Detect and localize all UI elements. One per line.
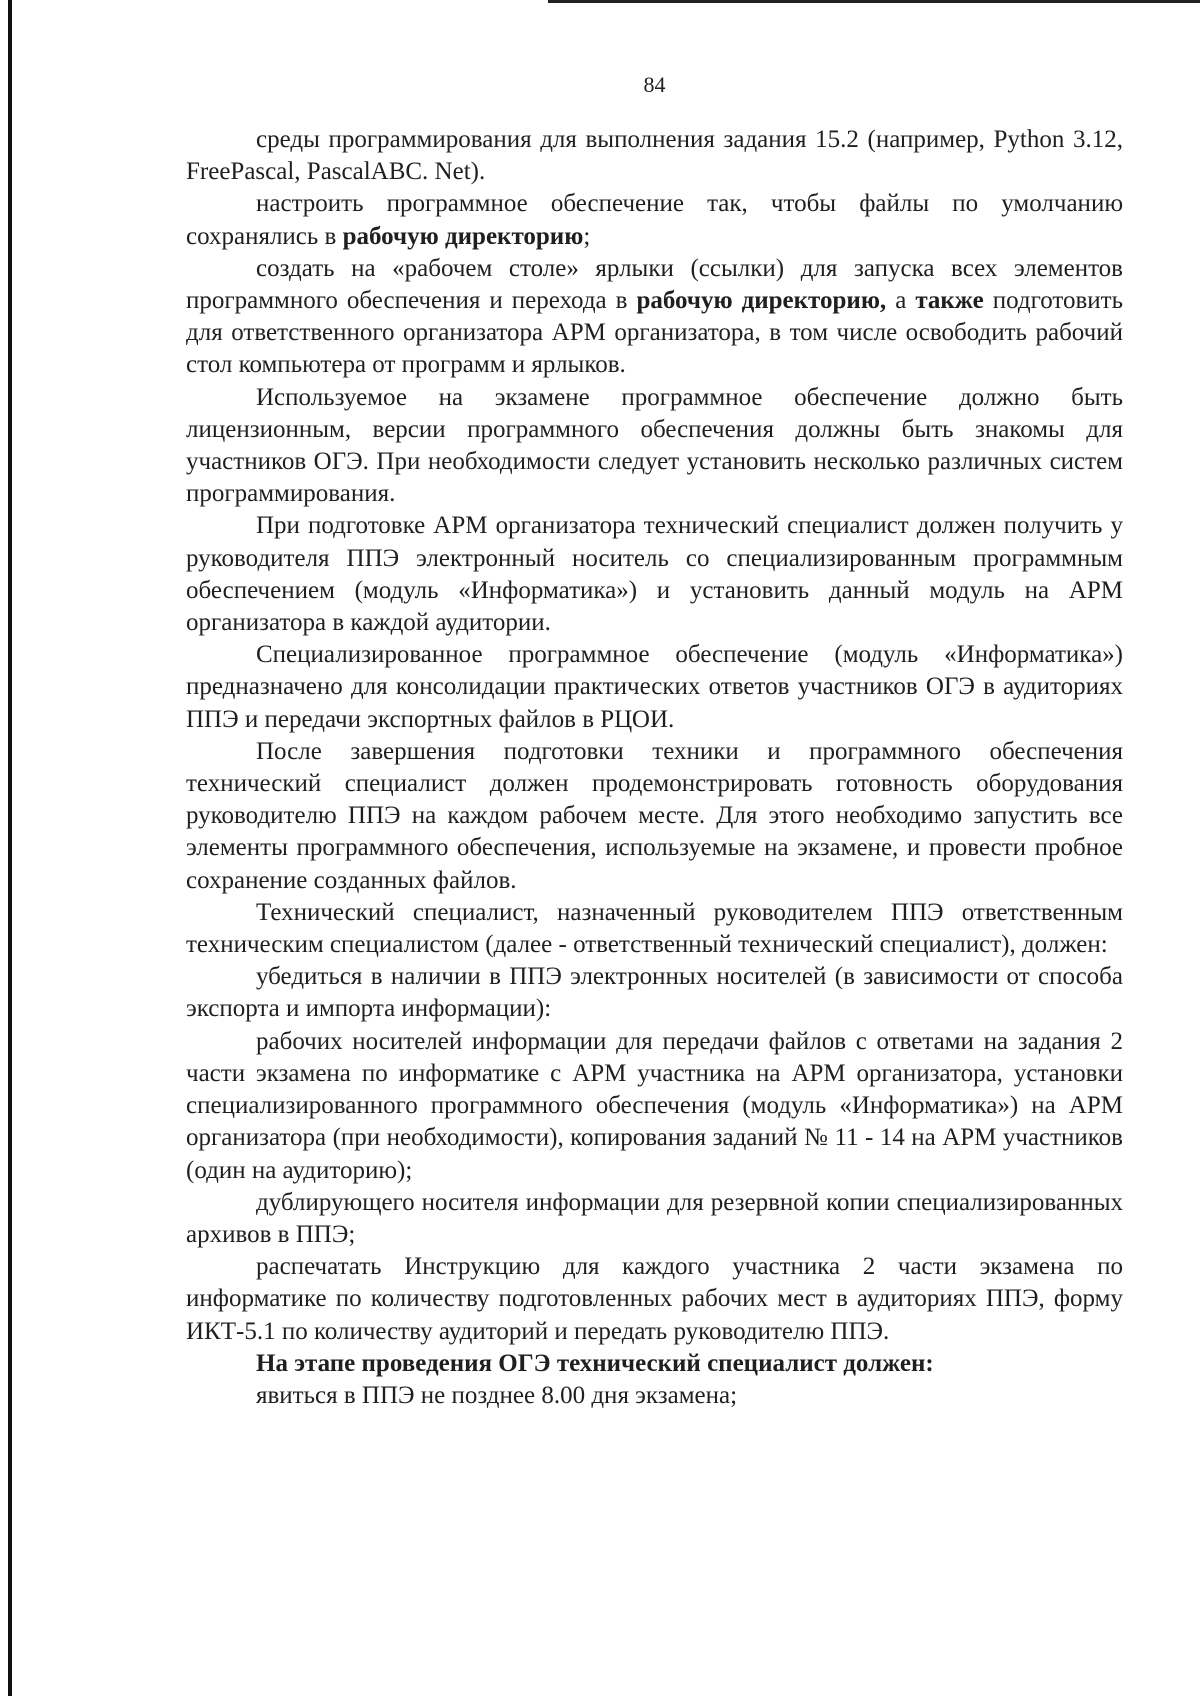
paragraph-1: среды программирования для выполнения задания 15.2 (например, Python 3.12, FreePascal, PascalABC. Net). bbox=[186, 126, 1123, 186]
paragraph-6: Специализированное программное обеспечение (модуль «Информатика») предназначено для консолидации практических ответов участников ОГЭ в аудиториях ППЭ и передачи экспортных файлов в РЦОИ. bbox=[186, 641, 1123, 733]
paragraph-12: распечатать Инструкцию для каждого участника 2 части экзамена по информатике по количеству подготовленных рабочих мест в аудиториях ППЭ, форму ИКТ-5.1 по количеству аудиторий и передать руководителю ППЭ. bbox=[186, 1253, 1123, 1345]
paragraph-2-end: ; bbox=[583, 222, 591, 250]
paragraph-2 bbox=[186, 188, 1123, 252]
paragraph-3-bold-a: рабочую директорию, bbox=[636, 287, 887, 315]
paragraph-13: явиться в ППЭ не позднее 8.00 дня экзамена; bbox=[256, 1381, 738, 1409]
paragraph-3-bold-b: также bbox=[915, 287, 984, 315]
section-heading-text: На этапе проведения ОГЭ технический специалист должен: bbox=[256, 1349, 934, 1377]
paragraph-2-text: настроить программное обеспечение так, чтобы файлы по умолчанию сохранялись в bbox=[186, 190, 1123, 250]
paragraph-8: Технический специалист, назначенный руководителем ППЭ ответственным техническим специалистом (далее - ответственный технический специалист), должен: bbox=[186, 898, 1123, 959]
scan-left-border bbox=[8, 0, 12, 1696]
section-heading bbox=[186, 1348, 1123, 1380]
paragraph-3-text-c: подготовить для ответственного организатора АРМ организатора, в том числе освободить рабочий стол компьютера от программ и ярлыков. bbox=[186, 287, 1123, 379]
scan-top-border bbox=[548, 0, 1200, 3]
paragraph-3-text-b: а bbox=[886, 287, 916, 315]
paragraph-5: При подготовке АРМ организатора технический специалист должен получить у руководителя ППЭ электронный носитель со специализированным программным обеспечением (модуль «Информатика») и установить данный модуль на АРМ организатора в каждой аудитории. bbox=[186, 512, 1123, 637]
paragraph-4: Используемое на экзамене программное обеспечение должно быть лицензионным, версии программного обеспечения должны быть знакомы для участников ОГЭ. При необходимости следует установить несколько различных систем программирования. bbox=[186, 383, 1123, 508]
paragraph-11: дублирующего носителя информации для резервной копии специализированных архивов в ППЭ; bbox=[186, 1188, 1123, 1248]
document-page bbox=[186, 70, 1123, 1412]
paragraph-10: рабочих носителей информации для передачи файлов с ответами на задания 2 части экзамена по информатике с АРМ участника на АРМ организатора, установки специализированного программного обеспечения (модуль «Информатика») на АРМ организатора (при необходимости), копирования заданий № 11 - 14 на АРМ участников (один на аудиторию); bbox=[186, 1027, 1123, 1184]
paragraph-3 bbox=[186, 253, 1123, 382]
page-number: 84 bbox=[643, 72, 666, 97]
paragraph-7: После завершения подготовки техники и программного обеспечения технический специалист должен продемонстрировать готовность оборудования руководителю ППЭ на каждом рабочем месте. Для этого необходимо запустить все элементы программного обеспечения, используемые на экзамене, и провести пробное сохранение созданных файлов. bbox=[186, 737, 1123, 894]
paragraph-3-text-a: создать на «рабочем столе» ярлыки (ссылки) для запуска всех элементов программного обеспечения и перехода в bbox=[186, 254, 1123, 315]
paragraph-9: убедиться в наличии в ППЭ электронных носителей (в зависимости от способа экспорта и импорта информации): bbox=[186, 963, 1123, 1023]
paragraph-2-bold: рабочую директорию bbox=[342, 222, 584, 250]
